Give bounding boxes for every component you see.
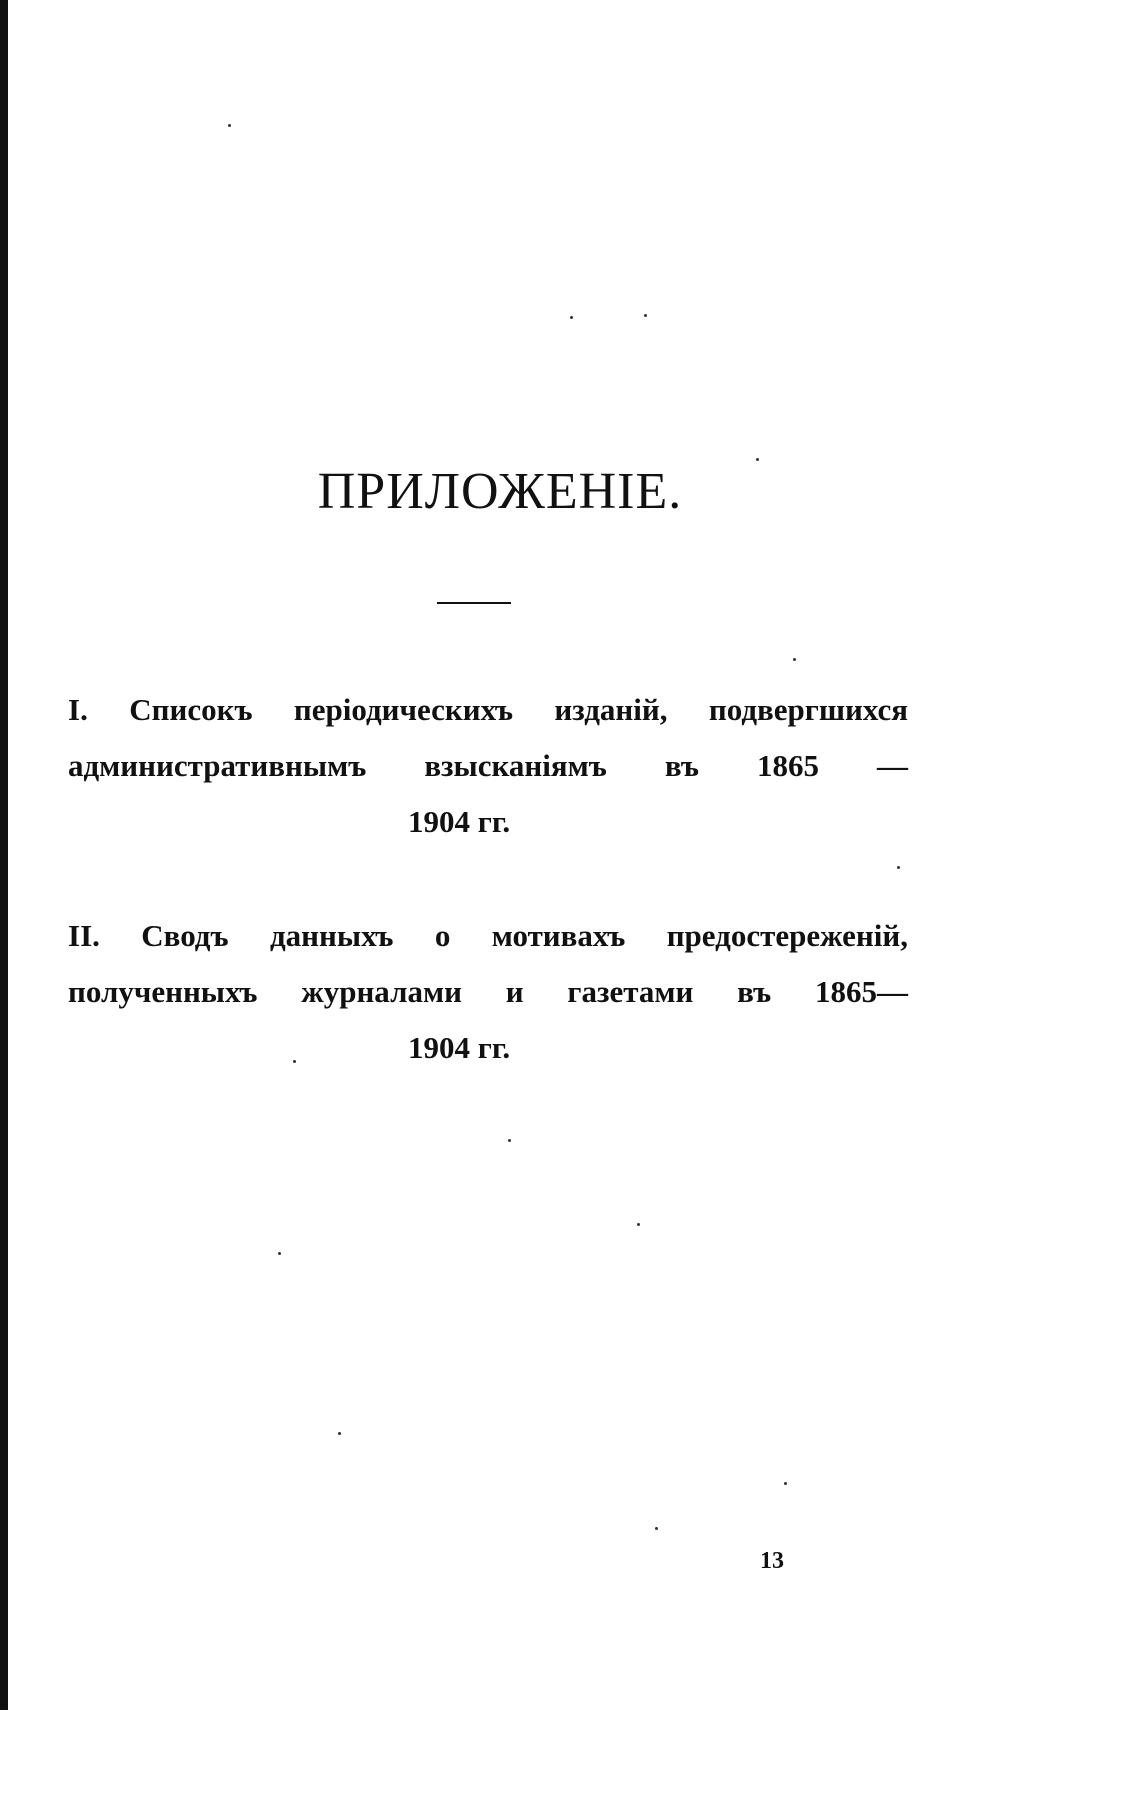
scan-speck	[508, 1139, 511, 1142]
entry-line: I. Списокъ періодическихъ изданій, подвергшихся	[68, 692, 908, 727]
scan-speck	[793, 658, 796, 661]
page-number: 13	[760, 1548, 784, 1574]
entry-line: 1904 гг.	[408, 804, 511, 839]
scan-speck	[637, 1223, 640, 1226]
scan-speck	[784, 1482, 787, 1485]
entry-line: 1904 гг.	[408, 1030, 511, 1065]
scan-speck	[756, 458, 759, 461]
scan-speck	[228, 124, 231, 127]
scan-speck	[278, 1252, 281, 1255]
title-divider	[437, 602, 511, 604]
scan-binding-edge	[0, 0, 8, 1710]
scan-speck	[644, 314, 647, 317]
entry-line: полученныхъ журналами и газетами въ 1865—	[68, 974, 908, 1009]
appendix-entry-1	[68, 682, 908, 850]
scan-speck	[897, 866, 900, 869]
page-title: ПРИЛОЖЕНІЕ.	[317, 463, 683, 520]
entry-line: II. Сводъ данныхъ о мотивахъ предостереженій,	[68, 918, 908, 953]
entry-line: административнымъ взысканіямъ въ 1865 —	[68, 748, 908, 783]
appendix-entry-2	[68, 908, 908, 1076]
scan-speck	[570, 316, 573, 319]
scan-speck	[655, 1527, 658, 1530]
scan-speck	[338, 1432, 341, 1435]
